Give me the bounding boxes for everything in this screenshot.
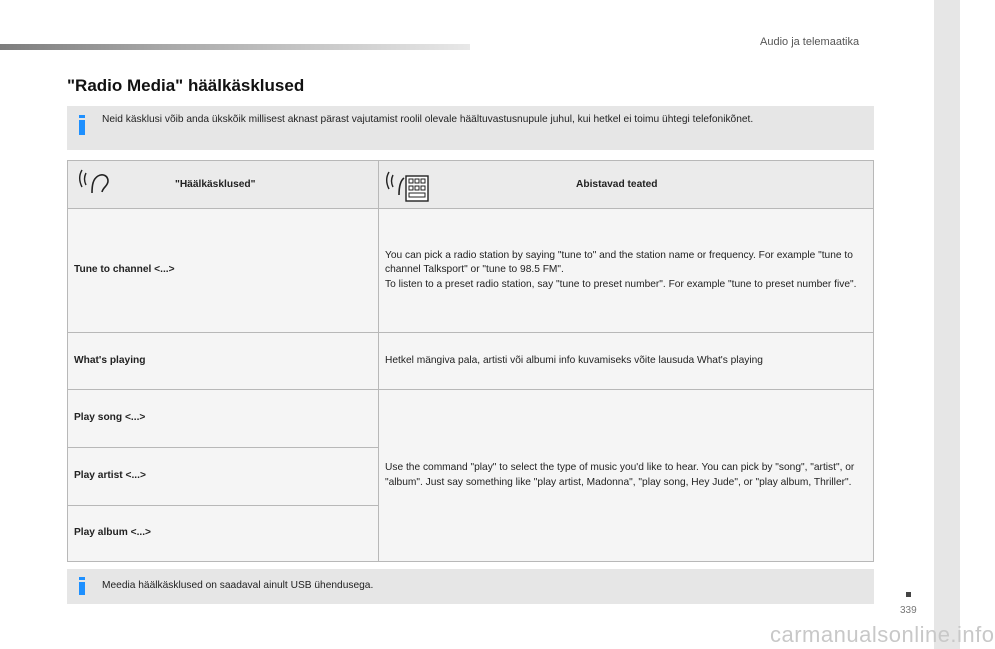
info-note-bottom bbox=[67, 569, 874, 604]
header-gradient-bar bbox=[0, 44, 470, 50]
help-text: Use the command "play" to select the type of music you'd like to hear. You can pick by "song", "artist", or "album". Just say something like "play artist, Madonna", "play song, Hey Jude", or "play album, Thriller". bbox=[385, 462, 855, 488]
page-number: 339 bbox=[900, 605, 917, 616]
info-note-text: Meedia häälkäsklused on saadaval ainult USB ühendusega. bbox=[102, 580, 374, 591]
command-cell: What's playing bbox=[68, 333, 379, 390]
page-edge-band bbox=[934, 0, 960, 649]
table-header-commands bbox=[68, 161, 379, 209]
page-title: "Radio Media" häälkäsklused bbox=[67, 76, 305, 95]
help-cell bbox=[379, 390, 874, 562]
command-cell: Play song <...> bbox=[68, 390, 379, 448]
voice-command-table bbox=[67, 160, 874, 562]
table-header-help bbox=[379, 161, 874, 209]
table-row bbox=[68, 333, 874, 390]
help-text: You can pick a radio station by saying "tune to" and the station name or frequency. For example "tune to channel Talksport" or "tune to 98.5 FM". To listen to a preset radio station, say "tune to preset number". For example "tune to preset number five". bbox=[385, 249, 857, 290]
voice-command-icon bbox=[80, 167, 114, 199]
commands-header-label: "Häälkäsklused" bbox=[175, 179, 256, 190]
help-cell: Hetkel mängiva pala, artisti või albumi info kuvamiseks võite lausuda What's playing bbox=[379, 333, 874, 390]
help-cell bbox=[379, 209, 874, 333]
table-row bbox=[68, 390, 874, 448]
voice-help-icon bbox=[387, 167, 431, 203]
command-cell: Play artist <...> bbox=[68, 448, 379, 506]
command-cell: Tune to channel <...> bbox=[68, 209, 379, 333]
help-header-label: Abistavad teated bbox=[576, 179, 658, 190]
info-note-top bbox=[67, 106, 874, 150]
section-title: Audio ja telemaatika bbox=[760, 36, 860, 48]
info-note-text: Neid käsklusi võib anda ükskõik millisest aknast pärast vajutamist roolil olevale häältuvastusnupule juhul, kui hetkel ei toimu ühtegi telefonikõnet. bbox=[102, 114, 754, 125]
table-row bbox=[68, 209, 874, 333]
command-cell: Play album <...> bbox=[68, 506, 379, 562]
page-marker bbox=[906, 592, 911, 597]
watermark: carmanualsonline.info bbox=[770, 622, 995, 647]
